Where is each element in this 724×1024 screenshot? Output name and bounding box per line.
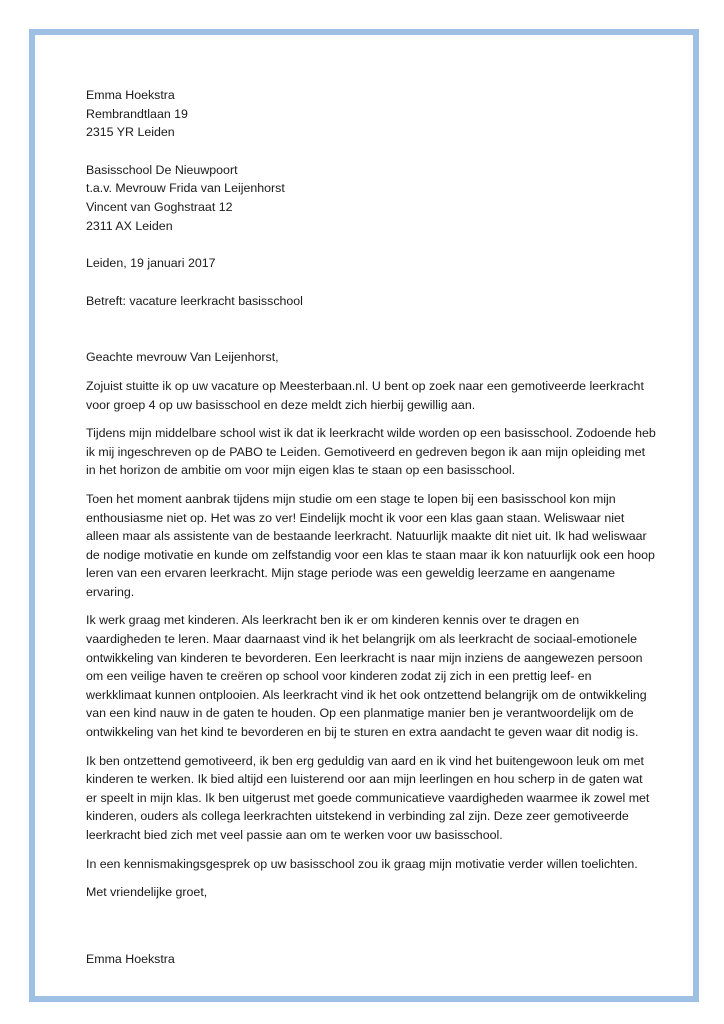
sender-name: Emma Hoekstra: [86, 88, 175, 102]
letter-body: [86, 86, 656, 968]
recipient-street: Vincent van Goghstraat 12: [86, 199, 233, 214]
paragraph-2: Tijdens mijn middelbare school wist ik dat ik leerkracht wilde worden op een basisschool. Zodoende heb ik mij ingeschreven op de PABO te Leiden. Gemotiveerd en gedreven begon ik aan mijn opleiding met in het horizon de ambitie om voor mijn eigen klas te staan op een basisschool.: [86, 426, 656, 478]
sender-address: [86, 86, 656, 142]
paragraph-3: Toen het moment aanbrak tijdens mijn studie om een stage te lopen bij een basisschool kon mijn enthousiasme niet op. Het was zo ver! Eindelijk mocht ik voor een klas gaan staan. Weliswaar niet alleen maar als assistente van de bestaande leerkracht. Natuurlijk maakte dit niet uit. Ik had weliswaar de nodige motivatie en kunde om zelfstandig voor een klas te staan maar ik kon natuurlijk ook een hoop leren van een ervaren leerkracht. Mijn stage periode was een geweldig leerzame en aangename ervaring.: [86, 491, 655, 599]
signature-name: Emma Hoekstra: [86, 951, 175, 966]
subject-line: Betreft: vacature leerkracht basisschool: [86, 293, 303, 308]
recipient-postal-city: 2311 AX Leiden: [86, 218, 173, 233]
sender-postal-city: 2315 YR Leiden: [86, 125, 175, 140]
paragraph-6: In een kennismakingsgesprek op uw basisschool zou ik graag mijn motivatie verder willen toelichten.: [86, 856, 638, 871]
closing: Met vriendelijke groet,: [86, 885, 208, 900]
recipient-organization: Basisschool De Nieuwpoort: [86, 162, 238, 177]
paragraph-4: Ik werk graag met kinderen. Als leerkracht ben ik er om kinderen kennis over te dragen en vaardigheden te leren. Maar daarnaast vind ik het belangrijk om als leerkracht de sociaal-emotionele ontwikkeling van kinderen te bevorderen. Een leerkracht is naar mijn inziens de aangewezen persoon om een veilige haven te creëren op school voor kinderen zodat zij zich in een prettig leef- en werkklimaat kunnen ontplooien. Als leerkracht vind ik het ook ontzettend belangrijk om de ontwikkeling van een kind nauw in de gaten te houden. Op een planmatige manier ben je verantwoordelijk om de ontwikkeling van het kind te bevorderen en bij te sturen en extra aandacht te geven waar dit nodig is.: [86, 613, 647, 740]
place-date: Leiden, 19 januari 2017: [86, 256, 216, 271]
recipient-address: [86, 161, 656, 235]
paragraph-5: Ik ben ontzettend gemotiveerd, ik ben erg geduldig van aard en ik vind het buitengewoon leuk om met kinderen te werken. Ik bied altijd een luisterend oor aan mijn leerlingen en hou scherp in de gaten wat er speelt in mijn klas. Ik ben uitgerust met goede communicatieve vaardigheden waarmee ik zowel met kinderen, ouders als collega leerkrachten uitstekend in verbinding zal zijn. Deze zeer gemotiveerde leerkracht bied zich met veel passie aan om te werken voor uw basisschool.: [86, 753, 650, 842]
salutation: Geachte mevrouw Van Leijenhorst,: [86, 350, 279, 365]
sender-street: Rembrandtlaan 19: [86, 106, 188, 121]
paragraph-1: Zojuist stuitte ik op uw vacature op Meesterbaan.nl. U bent op zoek naar een gemotiveerde leerkracht voor groep 4 op uw basisschool en deze meldt zich hierbij gewillig aan.: [86, 378, 644, 412]
recipient-attention: t.a.v. Mevrouw Frida van Leijenhorst: [86, 181, 285, 196]
